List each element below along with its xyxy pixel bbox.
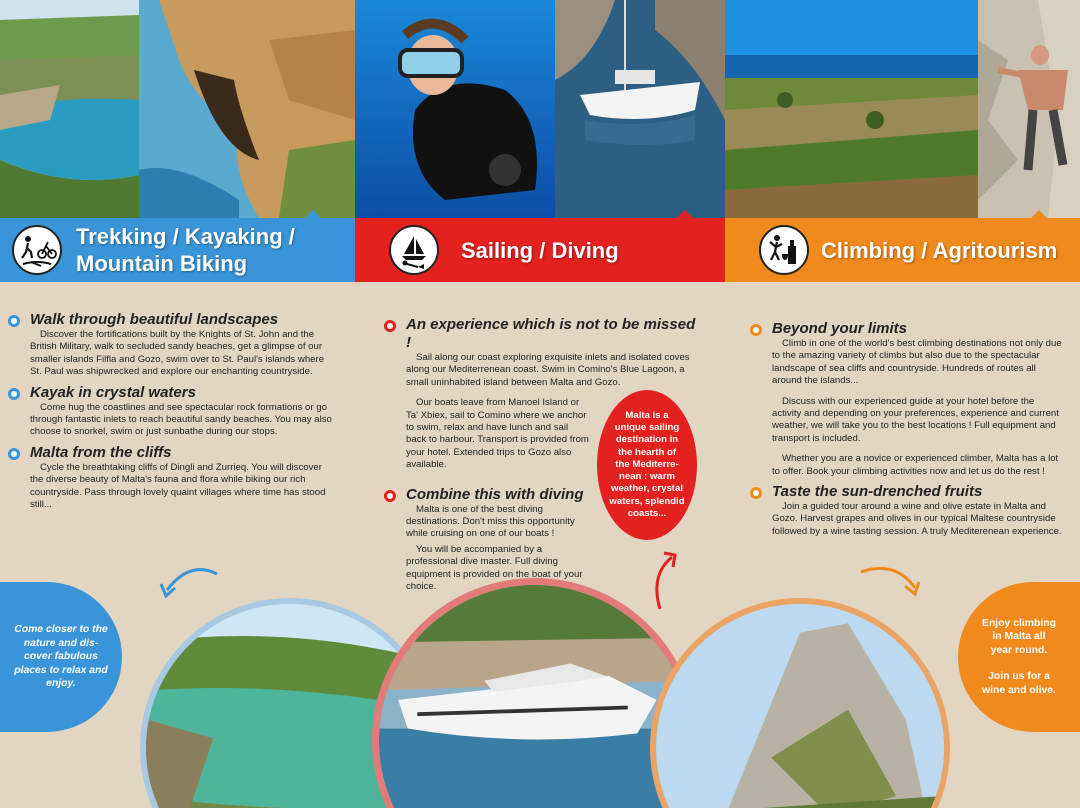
section-cliffs (8, 444, 332, 512)
sea-cave-arch-photo (139, 0, 355, 218)
red-bullet-icon (384, 490, 396, 502)
section-text: Whether you are a novice or experienced climber, Malta has a lot to offer. Book your climbing activities now and let us do the rest ! (772, 453, 1059, 477)
coastal-cliffs-photo (0, 0, 139, 218)
section-heading: Combine this with diving (406, 485, 584, 503)
section-walk (8, 311, 332, 379)
blue-bullet-icon (8, 315, 20, 327)
sailboat-photo (555, 0, 725, 218)
trekking-activities-icon (12, 225, 62, 275)
sailing-callout-bubble: Malta is a unique sailing destination in the hearth of the Mediterre- nean : warm weather, crystal waters, splendid coasts... (597, 390, 697, 540)
climbing-callout-bubble: Enjoy climbing in Malta all year round. Join us for a wine and olive. (958, 582, 1080, 732)
banner-title: Sailing / Diving (461, 237, 619, 263)
section-text: Cycle the breathtaking cliffs of Dingli and Zurrieq. You will discover the diverse beauty of Malta's fauna and flora while biking our rich countryside. Pass through lovely quaint villages where time has stood still... (30, 461, 326, 511)
banner-climbing (725, 218, 1080, 282)
section-fruits (750, 483, 1066, 538)
sailing-diving-icon (389, 225, 439, 275)
blue-curved-arrow-icon (155, 562, 225, 602)
banner-title: Trekking / Kayaking / Mountain Biking (76, 224, 295, 276)
section-text: Malta is one of the best diving destinations. Don't miss this opportunity while cruising on one of our boats ! (406, 503, 575, 540)
banner-trekking (0, 218, 355, 282)
climbing-wine-icon (759, 225, 809, 275)
section-text: You will be accompanied by a professional dive master. Full diving equipment is provided on the boat of your choice. (406, 543, 583, 593)
section-heading: Beyond your limits (772, 320, 908, 337)
section-heading: An experience which is not to be missed ! (406, 316, 696, 351)
section-text: Come hug the coastlines and see spectacular rock formations or go through fantastic inlets to reach beautiful sandy beaches. You may also choose to snorkel, swim or just sunbathe during our stops. (30, 401, 332, 438)
section-text: Discuss with our experienced guide at your hotel before the activity and depending on your preferences, experience and current weather, we will take you to the best locations ! Full equipment and transport is included. (772, 395, 1059, 444)
section-heading: Malta from the cliffs (30, 443, 172, 461)
banner-sailing (355, 218, 725, 282)
orange-bullet-icon (750, 487, 762, 499)
blue-bullet-icon (8, 448, 20, 460)
section-heading: Taste the sun-drenched fruits (772, 483, 983, 501)
orange-curved-arrow-icon (855, 560, 925, 600)
column-climbing (750, 320, 1066, 543)
section-text: Sail along our coast exploring exquisite inlets and isolated coves along our Mediterrenean coast. Swim in Comino's Blue Lagoon, a small uninhabited island between Malta and Gozo. (406, 352, 690, 388)
red-bullet-icon (384, 320, 396, 332)
scuba-diver-photo (355, 0, 555, 218)
blue-bullet-icon (8, 388, 20, 400)
section-text: Our boats leave from Manoel Island or Ta' Xbiex, sail to Comino where we anchor to swim, relax and have lunch and sail back to harbour. Transport is provided from your hotel. Extended trips to Gozo also available. (406, 397, 589, 471)
section-kayak (8, 384, 332, 439)
cliff-valley-circle-photo (650, 598, 950, 808)
rock-climber-photo (978, 0, 1080, 218)
section-text: Climb in one of the world's best climbing destinations not only due to the amazing variety of climbs but also due to the spectacular landscape of sea cliffs and countryside. Hundreds of routes all around the islands... (772, 338, 1062, 387)
column-trekking (8, 311, 332, 516)
section-heading: Kayak in crystal waters (30, 383, 196, 401)
section-heading: Walk through beautiful landscapes (30, 311, 279, 328)
section-text: Join a guided tour around a wine and olive estate in Malta and Gozo. Harvest grapes and olives in our typical Maltese countryside followed by a wine tasting session. A truly Mediterenean experience. (772, 501, 1062, 537)
section-text: Discover the fortifications built by the Knights of St. John and the British Military, walk to secluded sandy beaches, get a glimpse of our smaller islands Filfla and Gozo, swim over to St. Paul's islands where St. Paul was shipwrecked and explore our enchanting countryside. (30, 329, 325, 378)
section-limits (750, 320, 1066, 478)
nature-callout-bubble: Come closer to the nature and dis- cover fabulous places to relax and enjoy. (0, 582, 122, 732)
orange-bullet-icon (750, 324, 762, 336)
banner-title: Climbing / Agritourism (821, 237, 1058, 263)
red-curved-arrow-icon (648, 545, 688, 615)
countryside-fields-photo (725, 0, 978, 218)
